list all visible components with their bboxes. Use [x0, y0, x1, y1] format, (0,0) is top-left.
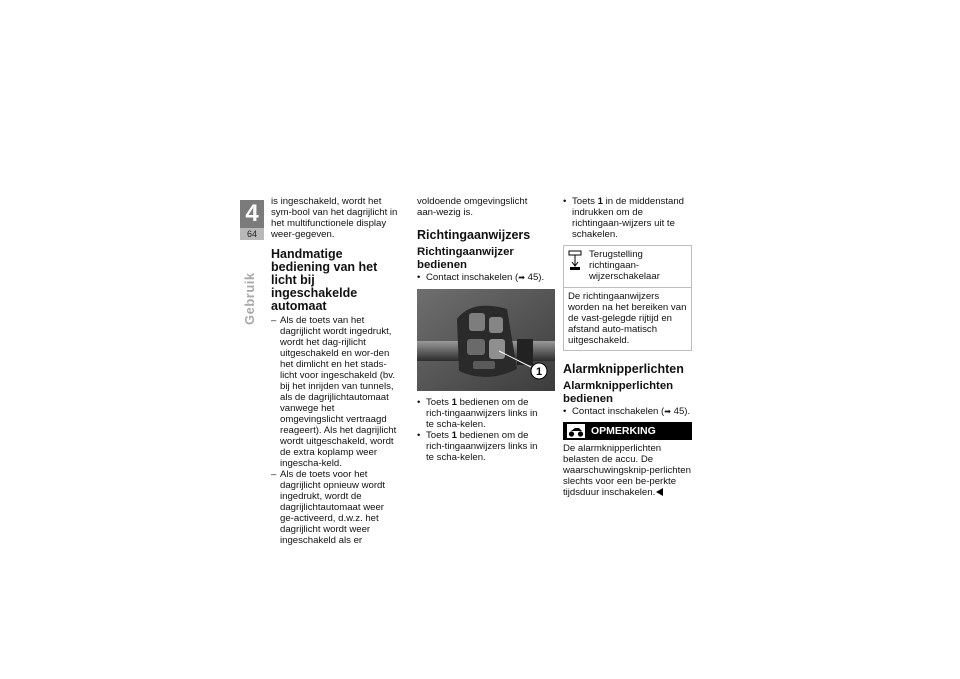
- section-heading-indicators: Richtingaanwijzers: [417, 228, 531, 242]
- dash-item: – Als de toets van het dagrijlicht wordt ingedrukt, wordt het dag-rijlicht uitgeschakeld en wor-den het dimlicht en het stads-licht voor ingeschakeld (bv. bij het inrijden van tunnels, als de dagrijlichtautomaat vanwege het omgevingslicht vertraagd reageert). Als het dagrijlicht wordt uitgeschakeld, wordt de extra koplamp weer ingescha-keld.: [271, 315, 400, 469]
- intro-text: is ingeschakeld, wordt het sym-bool van het dagrijlicht in het multifunctionele display weer-gegeven.: [271, 196, 398, 240]
- column-2: [417, 196, 546, 463]
- section-heading-manual-light: Handmatige bediening van het licht bij ingeschakelde automaat: [271, 247, 378, 313]
- motorcycle-note-icon: [567, 424, 585, 438]
- info-box-title: Terugstelling richtingaan-wijzerschakelaar: [589, 249, 660, 282]
- note-label: OPMERKING: [591, 424, 656, 437]
- indicator-switch-icon: [568, 249, 582, 271]
- info-box: [563, 245, 692, 351]
- arrow-right-icon: ➡: [664, 407, 671, 416]
- info-box-header: [564, 246, 691, 288]
- subheading-indicators: Richtingaanwijzer bedienen: [417, 246, 514, 271]
- page-number: 64: [240, 228, 264, 240]
- column-1: [271, 196, 400, 546]
- section-label: Gebruik: [242, 272, 257, 325]
- arrow-right-icon: ➡: [518, 273, 525, 282]
- section-heading-hazard: Alarmknipperlichten: [563, 362, 684, 376]
- note-text: De alarmknipperlichten belasten de accu. De waarschuwingsknip-perlichten slechts voor een be-perkte tijdsduur inschakelen.: [563, 443, 691, 498]
- note-banner: [563, 422, 692, 440]
- column-3: [563, 196, 692, 498]
- contact-step: • Contact inschakelen (➡ 45).: [563, 406, 692, 417]
- switch-photo: [417, 289, 555, 391]
- subheading-hazard: Alarmknipperlichten bedienen: [563, 380, 674, 405]
- dash-item: – Als de toets voor het dagrijlicht opnieuw wordt ingedrukt, wordt de dagrijlichtautomaat weer ge-activeerd, d.w.z. het dagrijlicht wordt weer ingeschakeld als er: [271, 469, 400, 546]
- end-marker-icon: [656, 488, 663, 496]
- callout-number: 1: [535, 366, 543, 378]
- chapter-number: 4: [240, 200, 264, 228]
- step-middle: • Toets 1 in de middenstand indrukken om de richtingaan-wijzers uit te schakelen.: [563, 196, 692, 240]
- step-left: • Toets 1 bedienen om de rich-tingaanwijzers links in te scha-kelen.: [417, 397, 546, 430]
- contact-step: • Contact inschakelen (➡ 45).: [417, 272, 546, 283]
- step-right: • Toets 1 bedienen om de rich-tingaanwijzers links in te scha-kelen.: [417, 430, 546, 463]
- info-box-text: De richtingaanwijzers worden na het bereiken van de vast-gelegde rijtijd en afstand auto-matisch uitgeschakeld.: [568, 291, 687, 346]
- intro-text: voldoende omgevingslicht aan-wezig is.: [417, 196, 528, 218]
- chapter-tab: [240, 200, 264, 240]
